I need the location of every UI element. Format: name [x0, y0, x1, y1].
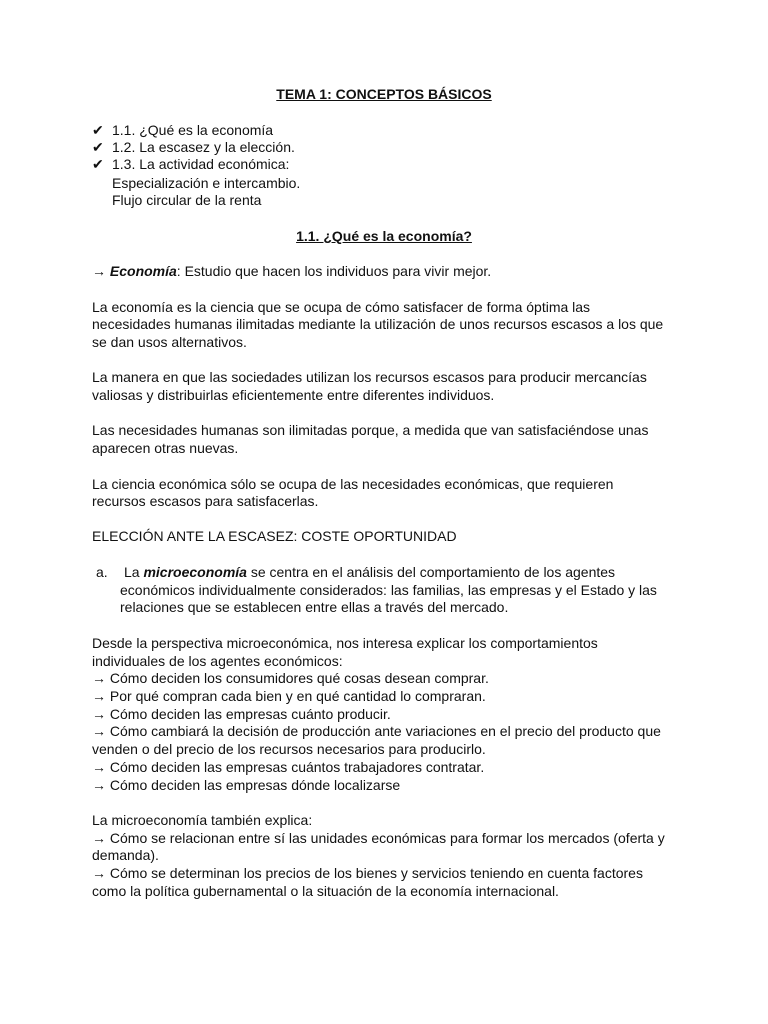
list-item: como la política gubernamental o la situación de la economía internacional.: [92, 883, 559, 899]
paragraph-line: aparecen otras nuevas.: [92, 440, 239, 456]
paragraph-line: valiosas y distribuirlas eficientemente entre diferentes individuos.: [92, 387, 495, 403]
paragraph-line: La economía es la ciencia que se ocupa de cómo satisfacer de forma óptima las: [92, 299, 591, 315]
check-icon: ✔: [92, 156, 104, 172]
list-item: → Cómo se determinan los precios de los bienes y servicios teniendo en cuenta factores: [92, 865, 643, 881]
list-item: → Cómo se relacionan entre sí las unidades económicas para formar los mercados (oferta y: [92, 830, 665, 846]
check-icon: ✔: [92, 139, 104, 155]
list-marker: a.: [96, 564, 108, 580]
list-item: demanda).: [92, 847, 159, 863]
document-title: TEMA 1: CONCEPTOS BÁSICOS: [276, 86, 492, 102]
section-title: 1.1. ¿Qué es la economía?: [296, 228, 472, 244]
microeconomia-term: microeconomía: [143, 564, 247, 580]
document-page: TEMA 1: CONCEPTOS BÁSICOS ✔ 1.1. ¿Qué es la economía ✔ 1.2. La escasez y la elección. ✔ 1.3. La actividad económica: Especialización e intercambio. Flujo circular de la renta 1.1. ¿Qué es la economía? → Economía: Estudio que hacen los individuos para vivir mejor. La economía es la ciencia que se ocupa de cómo satisfacer de forma óptima las necesidades humanas ilimitadas mediante la utilización de unos recursos escasos a los que se dan usos alternativos. La manera en que las sociedades utilizan los recursos escasos para producir mercancías valiosas y distribuirlas eficientemente entre diferentes individuos. Las necesidades humanas son ilimitadas porque, a medida que van satisfaciéndose unas aparecen otras nuevas. La ciencia económica sólo se ocupa de las necesidades económicas, que requieren recursos escasos para satisfacerlas. ELECCIÓN ANTE LA ESCASEZ: COSTE OPORTUNIDAD a. La microeconomía se centra en el análisis del comportamiento de los agentes económicos individualmente considerados: las familias, las empresas y el Estado y las relaciones que se establecen entre ellas a través del mercado. Desde la perspectiva microeconómica, nos interesa explicar los comportamientos individuales de los agentes económicos: → Cómo deciden los consumidores qué cosas desean comprar. → Por qué compran cada bien y en qué cantidad lo compraran. → Cómo deciden las empresas cuánto producir. → Cómo cambiará la decisión de producción ante variaciones en el precio del producto que venden o del precio de los recursos necesarios para producirlo. → Cómo deciden las empresas cuántos trabajadores contratar. → Cómo deciden las empresas dónde localizarse La microeconomía también explica: → Cómo se relacionan entre sí las unidades económicas para formar los mercados (oferta y demanda). → Cómo se determinan los precios de los bienes y servicios teniendo en cuenta factores como la política gubernamental o la situación de la economía internacional.: [0, 0, 768, 1024]
paragraph-line: La microeconomía también explica:: [92, 812, 313, 828]
definition-text: : Estudio que hacen los individuos para vivir mejor.: [176, 263, 492, 279]
check-icon: ✔: [92, 122, 104, 138]
list-item: → Cómo deciden los consumidores qué cosas desean comprar.: [92, 670, 489, 686]
arrow-icon: →: [92, 263, 106, 279]
list-item-a-line: relaciones que se establecen entre ellas a través del mercado.: [120, 599, 509, 615]
paragraph-line: Desde la perspectiva microeconómica, nos interesa explicar los comportamientos: [92, 635, 598, 651]
definition-line: [92, 263, 491, 281]
definition-term: Economía: [109, 263, 177, 279]
paragraph-line: recursos escasos para satisfacerlas.: [92, 493, 319, 509]
paragraph-line: individuales de los agentes económicos:: [92, 653, 343, 669]
toc-subitem: Especialización e intercambio.: [112, 175, 301, 191]
list-item-a-line: económicos individualmente considerados: las familias, las empresas y el Estado y las: [120, 582, 657, 598]
list-item: → Por qué compran cada bien y en qué cantidad lo compraran.: [92, 688, 486, 704]
list-item: → Cómo cambiará la decisión de producción ante variaciones en el precio del producto que: [92, 723, 661, 739]
paragraph-line: La ciencia económica sólo se ocupa de las necesidades económicas, que requieren: [92, 476, 614, 492]
toc-item: ✔ 1.1. ¿Qué es la economía: [92, 122, 274, 138]
list-item: → Cómo deciden las empresas cuánto producir.: [92, 706, 391, 722]
paragraph-line: se dan usos alternativos.: [92, 334, 247, 350]
paragraph-line: Las necesidades humanas son ilimitadas porque, a medida que van satisfaciéndose unas: [92, 422, 649, 438]
list-item: → Cómo deciden las empresas cuántos trabajadores contratar.: [92, 759, 485, 775]
list-item: → Cómo deciden las empresas dónde localizarse: [92, 777, 401, 793]
paragraph-line: La manera en que las sociedades utilizan los recursos escasos para producir mercancías: [92, 369, 647, 385]
subheading: ELECCIÓN ANTE LA ESCASEZ: COSTE OPORTUNIDAD: [92, 528, 457, 544]
list-item: venden o del precio de los recursos necesarios para producirlo.: [92, 741, 486, 757]
paragraph-line: necesidades humanas ilimitadas mediante la utilización de unos recursos escasos a los que: [92, 316, 664, 332]
toc-subitem: Flujo circular de la renta: [112, 192, 262, 208]
toc-item: ✔ 1.2. La escasez y la elección.: [92, 139, 295, 155]
toc-item: ✔ 1.3. La actividad económica:: [92, 156, 290, 172]
